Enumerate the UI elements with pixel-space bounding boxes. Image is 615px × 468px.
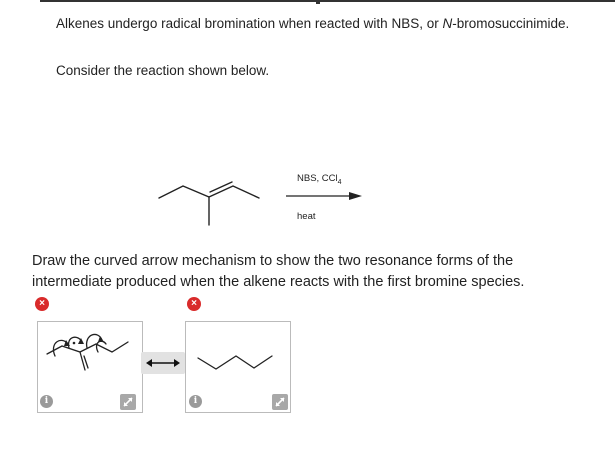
consider-text: Consider the reaction shown below. <box>56 63 270 78</box>
expand-icon[interactable] <box>120 394 136 410</box>
error-badge-1: × <box>35 297 49 311</box>
error-badge-2: × <box>187 297 201 311</box>
expand-icon[interactable] <box>272 394 288 410</box>
top-border <box>40 0 615 2</box>
condition-label: heat <box>297 211 316 222</box>
question-text: Draw the curved arrow mechanism to show the two resonance forms of the intermediate produced when the alkene reacts with the first bromine species. <box>32 253 525 290</box>
info-icon[interactable]: i <box>189 395 202 408</box>
top-border-tick <box>316 0 320 4</box>
resonance-arrow <box>141 352 185 374</box>
double-headed-arrow-icon <box>141 352 185 374</box>
reaction-arrow-head <box>349 192 362 200</box>
reagent-label: NBS, CCl$_4$ <box>297 173 342 186</box>
reaction-scheme <box>150 165 380 235</box>
info-icon[interactable]: i <box>40 395 53 408</box>
intro-text: Alkenes undergo radical bromination when reacted with NBS, or N-bromosuccinimide. <box>56 16 570 31</box>
alkene-structure <box>159 182 259 225</box>
